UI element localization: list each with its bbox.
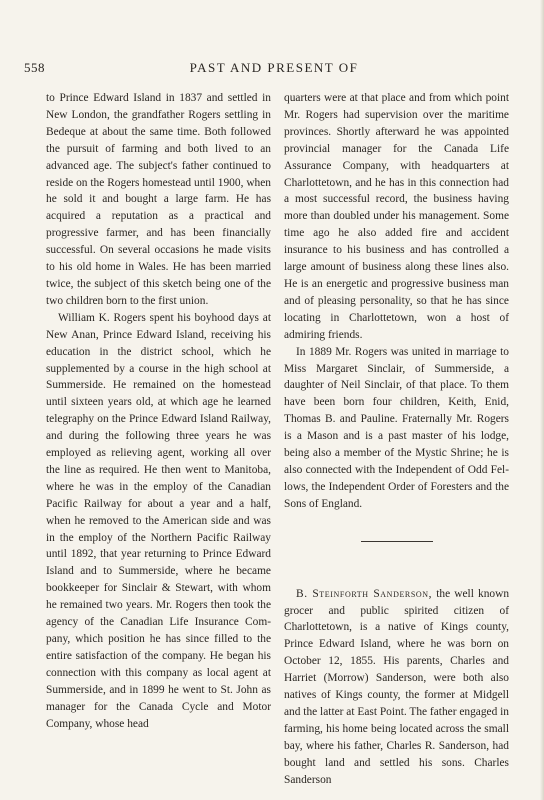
right-column xyxy=(284,90,509,789)
running-title: PAST AND PRESENT OF xyxy=(189,60,359,75)
page-number: 558 xyxy=(24,60,45,75)
paragraph-rogers-family: to Prince Edward Island in 1837 and settled in New London, the grandfather Rogers settling in Bedeque at about the same time. Both followed the pursuit of farming and both lived to an advanced age. The subject's father continued to reside on the Rogers homestead until 1900, when he sold it and bought a large farm. He has acquired a reputation as a practical and progressive farmer, and has been financially successful. On several occasions he made visits to his old home in Wales. He has been married twice, the subject of this sketch being one of the two children born to the first union. xyxy=(46,92,271,307)
paragraph-william-rogers-career: William K. Rogers spent his boyhood days at New Anan, Prince Edward Island, receiving his education in the district school, which he supplemented by a course in the high school at Summerside. He remained on the homestead until sixteen years old, at which age he learned telegraphy on the Prince Edward Island Railway, and during the following three years he was employed as relieving agent, working all over the line as required. He then went to Manitoba, where he was in the employ of the Canadian Pacific Railway for about a year and a half, when he removed to the American side and was in the employ of the Northern Pacific Railway until 1892, that year returning to Prince Edward Island and to Summerside, where he became bookkeeper for Sinclair & Stewart, with whom he remained two years. Mr. Rogers then took the agency of the Canadian Life Insurance Company, which position he has since filled to the entire satisfaction of the company. He began his connection with this company as local agent at Summerside, and in 1899 he went to St. John as manager for the Canada Cycle and Motor Company, whose head xyxy=(46,311,271,730)
paragraph-marriage-family: In 1889 Mr. Rogers was united in marriage to Miss Margaret Sinclair, of Summerside, a daughter of Neil Sinclair, of that place. To them have been born four children, Keith, Enid, Thomas B. and Pauline. Fraternally Mr. Rogers is a Mason and is a past master of his lodge, being also a member of the Mystic Shrine; he is also connected with the Independent of Odd Fellows, the Independent Order of Foresters and the Sons of England. xyxy=(284,345,509,510)
left-column xyxy=(46,90,271,732)
page-header xyxy=(24,60,524,80)
page-edge-shadow xyxy=(540,0,544,800)
paragraph-insurance-business: quarters were at that place and from which point Mr. Rogers had supervision over the maritime provinces. Shortly afterward he was appointed provincial manager for the Canada Life Assurance Company, with headquarters at Charlottetown, and he has in this connection had a most successful record, the business having more than doubled under his management. Some time ago he also added fire and accident insurance to his business and has controlled a large amount of business along these lines also. He is an energetic and progressive business man and of pleasing personality, so that he has since locating in Charlottetown, won a host of admiring friends. xyxy=(284,92,509,341)
section-divider xyxy=(361,541,433,542)
sanderson-bio-text: the well known grocer and public spirited citizen of Charlottetown, is a native of Kings county, Prince Edward Island, where he was born on October 12, 1855. His parents, Charles and Harriet (Morrow) Sanderson, were both also natives of Kings county, the former at Midgell and the latter at East Point. The father engaged in farming, his home being located across the small bay, where his father, Charles R. Sanderson, had bought land and settled his sons. Charles Sanderson xyxy=(284,587,510,786)
subject-name: B. Steinforth Sanderson, xyxy=(296,587,433,600)
paragraph-sanderson-bio xyxy=(284,586,509,789)
